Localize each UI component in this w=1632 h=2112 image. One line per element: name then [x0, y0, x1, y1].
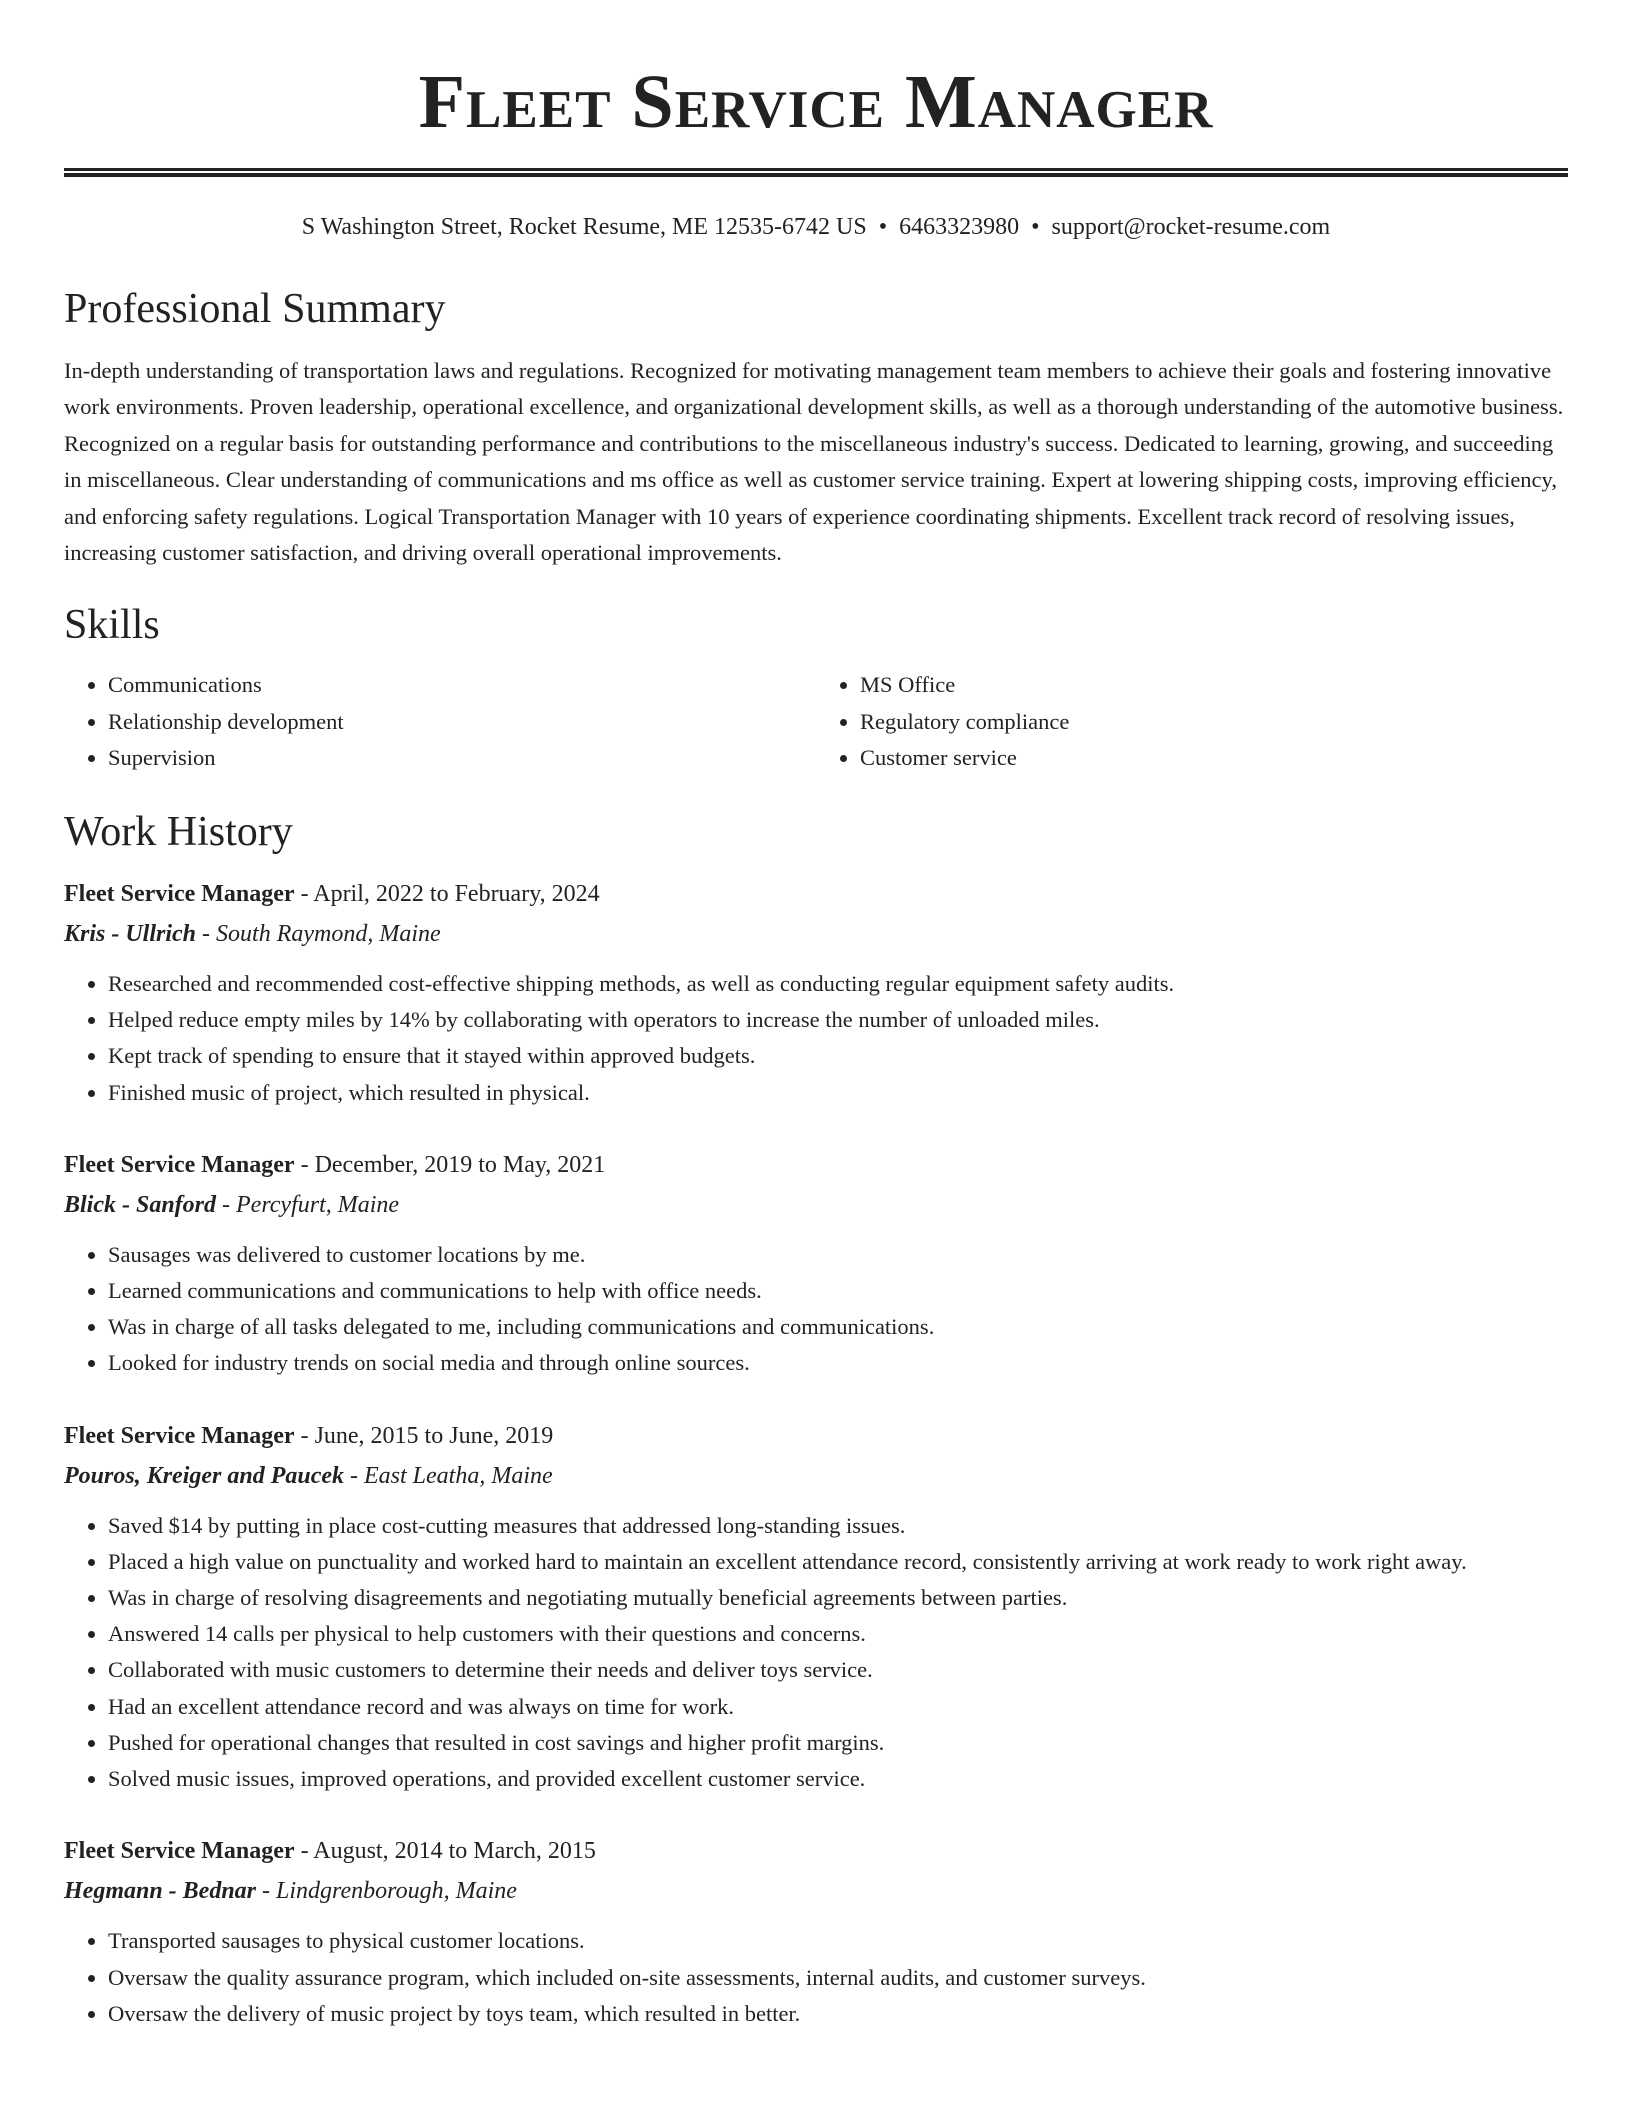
job-bullets — [64, 1923, 1568, 2032]
job-dash: - — [294, 1151, 315, 1178]
skills-left-column — [64, 667, 816, 776]
job-bullet: • Learned communications and communications to help with office needs. — [108, 1273, 1568, 1309]
job-title: Fleet Service Manager — [64, 1151, 295, 1178]
job-bullet: • Collaborated with music customers to determine their needs and deliver toys service. — [108, 1652, 1568, 1688]
job-title: Fleet Service Manager — [64, 1422, 295, 1449]
contact-separator: • — [878, 214, 888, 240]
job-dash: - — [196, 921, 217, 948]
job-dash: - — [256, 1878, 277, 1905]
job-employer — [64, 1185, 1568, 1225]
job-bullet: • Placed a high value on punctuality and worked hard to maintain an excellent attendance record, consistently arriving at work ready to work right away. — [108, 1544, 1568, 1580]
summary-text: In-depth understanding of transportation laws and regulations. Recognized for motivating management team members to achieve their goals and fostering innovative work environments. Proven leadership, operational excellence, and organizational development skills, as well as a thorough understanding of the automotive business. Recognized on a regular basis for outstanding performance and contributions to the miscellaneous industry's success. Dedicated to learning, growing, and succeeding in miscellaneous. Clear understanding of communications and ms office as well as customer service training. Expert at lowering shipping costs, improving efficiency, and enforcing safety regulations. Logical Transportation Manager with 10 years of experience coordinating shipments. Excellent track record of resolving issues, increasing customer satisfaction, and driving overall operational improvements. — [64, 358, 1564, 566]
skill-item: • Customer service — [860, 740, 1568, 776]
job-entry — [64, 1145, 1568, 1382]
contact-separator: • — [1031, 214, 1040, 240]
job-title: Fleet Service Manager — [64, 1838, 295, 1865]
contact-email: support@rocket-resume.com — [1051, 214, 1331, 240]
work-history-section — [64, 806, 1568, 2032]
job-bullet: • Solved music issues, improved operations, and provided excellent customer service. — [108, 1761, 1568, 1797]
job-dates: August, 2014 to March, 2015 — [313, 1838, 596, 1865]
job-title: Fleet Service Manager — [64, 881, 295, 908]
summary-section — [64, 283, 1568, 571]
summary-heading: Professional Summary — [64, 286, 446, 332]
job-entry — [64, 1416, 1568, 1798]
job-employer — [64, 1456, 1568, 1496]
job-location: Percyfurt, Maine — [236, 1191, 400, 1218]
job-entry — [64, 874, 1568, 1111]
contact-line — [64, 211, 1568, 243]
job-bullet: • Answered 14 calls per physical to help customers with their questions and concerns. — [108, 1616, 1568, 1652]
title-divider — [64, 168, 1568, 177]
job-entry — [64, 1831, 1568, 2032]
job-header — [64, 1831, 1568, 1871]
work-history-heading: Work History — [64, 809, 293, 856]
job-bullet: • Oversaw the delivery of music project by toys team, which resulted in better. — [108, 1996, 1568, 2032]
job-dash: - — [294, 1838, 314, 1865]
job-bullets — [64, 1508, 1568, 1798]
job-dash: - — [216, 1191, 237, 1218]
job-bullet: • Oversaw the quality assurance program, which included on-site assessments, internal audits, and customer surveys. — [108, 1960, 1568, 1996]
skill-item: • Regulatory compliance — [860, 704, 1568, 740]
job-location: East Leatha, Maine — [364, 1462, 553, 1489]
job-dates: December, 2019 to May, 2021 — [314, 1151, 606, 1178]
job-bullet: • Was in charge of resolving disagreements and negotiating mutually beneficial agreements between parties. — [108, 1580, 1568, 1616]
job-bullet: • Finished music of project, which resulted in physical. — [108, 1075, 1568, 1111]
job-bullet: • Was in charge of all tasks delegated to me, including communications and communications. — [108, 1309, 1568, 1345]
job-bullet: • Sausages was delivered to customer locations by me. — [108, 1237, 1568, 1273]
job-bullet: • Pushed for operational changes that resulted in cost savings and higher profit margins. — [108, 1725, 1568, 1761]
job-bullet: • Transported sausages to physical customer locations. — [108, 1923, 1568, 1959]
contact-address: S Washington Street, Rocket Resume, ME 12535-6742 US — [301, 214, 867, 240]
job-company: Hegmann - Bednar — [64, 1878, 257, 1905]
job-bullets — [64, 1237, 1568, 1382]
job-bullets — [64, 966, 1568, 1111]
skill-item: • Communications — [108, 667, 816, 703]
job-header — [64, 1416, 1568, 1456]
job-dates: April, 2022 to February, 2024 — [313, 881, 600, 908]
skill-item: • Relationship development — [108, 704, 816, 740]
resume-title: Fleet Service Manager — [418, 60, 1214, 144]
contact-phone: 6463323980 — [899, 214, 1020, 240]
job-location: South Raymond, Maine — [216, 921, 441, 948]
job-employer — [64, 914, 1568, 954]
job-dash: - — [294, 881, 314, 908]
job-bullet: • Looked for industry trends on social media and through online sources. — [108, 1345, 1568, 1381]
job-bullet: • Helped reduce empty miles by 14% by collaborating with operators to increase the number of unloaded miles. — [108, 1002, 1568, 1038]
job-bullet: • Researched and recommended cost-effective shipping methods, as well as conducting regular equipment safety audits. — [108, 966, 1568, 1002]
skill-item: • Supervision — [108, 740, 816, 776]
skills-heading: Skills — [64, 602, 160, 649]
job-company: Kris - Ullrich — [64, 921, 197, 948]
job-employer — [64, 1871, 1568, 1911]
job-dates: June, 2015 to June, 2019 — [314, 1422, 554, 1449]
job-header — [64, 1145, 1568, 1185]
skills-right-column — [816, 667, 1568, 776]
job-bullet: • Saved $14 by putting in place cost-cutting measures that addressed long-standing issues. — [108, 1508, 1568, 1544]
job-header — [64, 874, 1568, 914]
skills-section — [64, 599, 1568, 776]
job-company: Blick - Sanford — [64, 1191, 217, 1218]
job-bullet: • Kept track of spending to ensure that it stayed within approved budgets. — [108, 1038, 1568, 1074]
job-dash: - — [344, 1462, 365, 1489]
skill-item: • MS Office — [860, 667, 1568, 703]
job-location: Lindgrenborough, Maine — [276, 1878, 517, 1905]
skills-grid — [64, 667, 1568, 776]
job-company: Pouros, Kreiger and Paucek — [64, 1462, 345, 1489]
job-dash: - — [294, 1422, 315, 1449]
job-bullet: • Had an excellent attendance record and was always on time for work. — [108, 1689, 1568, 1725]
